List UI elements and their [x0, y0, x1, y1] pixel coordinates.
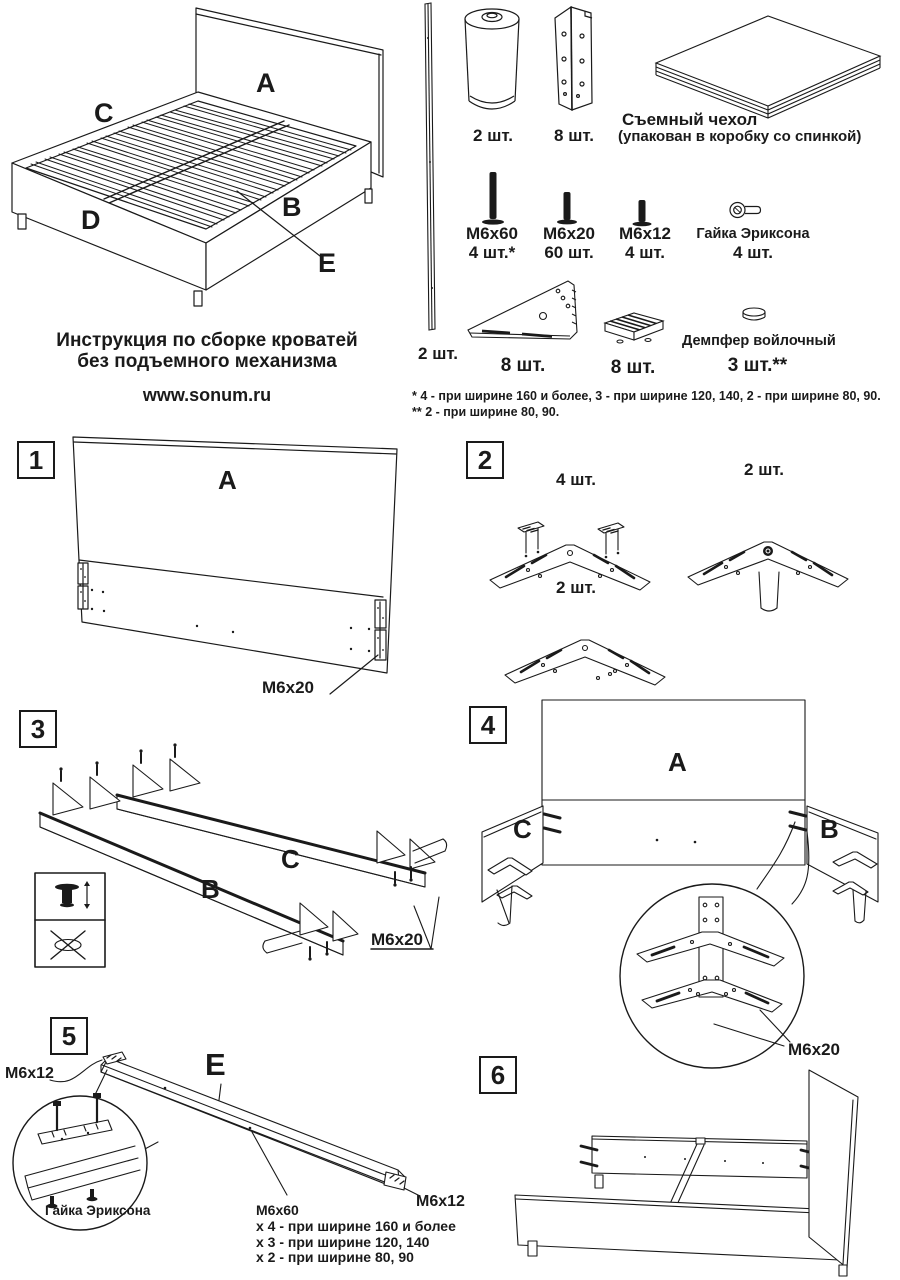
step-3-number: 3: [19, 710, 57, 748]
step5-label-rail-e: E: [205, 1047, 226, 1082]
eriksson-nut-name: Гайка Эриксона: [696, 226, 810, 242]
leg-part-drawing: [462, 4, 524, 122]
side-slat-qty: 2 шт.: [418, 344, 458, 363]
bolt-m6x20-qty: 60 шт.: [544, 243, 594, 262]
website-url: www.sonum.ru: [142, 385, 272, 405]
bolt-m6x20-drawing: [556, 184, 578, 228]
eriksson-nut-drawing: [728, 201, 764, 219]
corner-bracket-part-drawing: [545, 4, 603, 120]
step3-callout-m6x20: М6х20: [371, 930, 423, 949]
overview-label-side-b: B: [282, 192, 302, 222]
gusset-bracket-part-drawing: [460, 276, 590, 350]
felt-damper-name: Демпфер войлочный: [682, 333, 836, 349]
step2-qty-plain-plates: 2 шт.: [556, 578, 596, 597]
step4-callout-m6x20: М6х20: [788, 1040, 840, 1059]
overview-label-side-c: C: [94, 98, 114, 128]
cover-title: Съемный чехол: [622, 110, 758, 129]
side-slat-part-drawing: [418, 0, 442, 340]
step-1-number: 1: [17, 441, 55, 479]
step5-bolt-note-line2: х 3 - при ширине 120, 140: [256, 1234, 430, 1250]
eriksson-nut-qty: 4 шт.: [733, 243, 773, 262]
overview-bed-diagram: [0, 0, 410, 320]
step5-callout-m6x12-right: М6х12: [416, 1193, 465, 1210]
step6-assembled-frame-diagram: [495, 1058, 900, 1280]
leg-qty: 2 шт.: [473, 126, 513, 145]
bolt-m6x60-drawing: [481, 170, 505, 228]
corner-bracket-qty: 8 шт.: [554, 126, 594, 145]
felt-damper-drawing: [740, 306, 770, 324]
step4-label-rail-b: B: [820, 814, 839, 844]
bolt-m6x12-drawing: [632, 190, 652, 228]
step2-corner-plates-diagram: [480, 452, 900, 690]
bolt-m6x12-qty: 4 шт.: [625, 243, 665, 262]
bolt-m6x60-name: М6х60: [466, 224, 518, 243]
step4-label-rail-c: C: [513, 814, 532, 844]
doc-title-line1: Инструкция по сборке кроватей: [56, 330, 358, 351]
footnote-bolt-qty: * 4 - при ширине 160 и более, 3 - при ширине 120, 140, 2 - при ширине 80, 90.: [412, 389, 881, 403]
step5-bolt-note-line1: х 4 - при ширине 160 и более: [256, 1218, 456, 1234]
step5-nut-label: Гайка Эриксона: [45, 1203, 151, 1218]
step1-callout-m6x20: М6х20: [262, 678, 314, 697]
spacer-block-qty: 8 шт.: [610, 357, 656, 378]
overview-label-headboard: A: [256, 68, 276, 98]
gusset-bracket-qty: 8 шт.: [500, 355, 546, 376]
spacer-block-part-drawing: [600, 310, 668, 344]
footnote-damper-qty: ** 2 - при ширине 80, 90.: [412, 405, 560, 419]
doc-title-line2: без подъемного механизма: [77, 351, 337, 372]
overview-label-foot-d: D: [81, 205, 101, 235]
step-4-number: 4: [469, 706, 507, 744]
step5-callout-m6x12-left: М6х12: [5, 1065, 54, 1082]
step3-label-rail-b: B: [201, 874, 220, 904]
step5-bolt-note-line3: х 2 - при ширине 80, 90: [256, 1249, 414, 1265]
cover-note: (упакован в коробку со спинкой): [618, 128, 862, 145]
bolt-m6x20-name: М6х20: [543, 224, 595, 243]
overview-label-rail-e: E: [318, 248, 337, 278]
cover-part-drawing: [648, 6, 888, 124]
bolt-m6x12-name: М6х12: [619, 224, 671, 243]
step2-qty-blocks: 4 шт.: [556, 470, 596, 489]
step-6-number: 6: [479, 1056, 517, 1094]
step-2-number: 2: [466, 441, 504, 479]
bolt-m6x60-qty: 4 шт.*: [468, 243, 516, 262]
step4-label-headboard: A: [668, 747, 687, 777]
step1-label-headboard: A: [218, 465, 237, 495]
step5-bolt-note-title: М6х60: [256, 1202, 299, 1218]
step3-label-rail-c: C: [281, 844, 300, 874]
step-5-number: 5: [50, 1017, 88, 1055]
step2-qty-leg-plates: 2 шт.: [744, 460, 784, 479]
felt-damper-qty: 3 шт.**: [727, 355, 788, 376]
